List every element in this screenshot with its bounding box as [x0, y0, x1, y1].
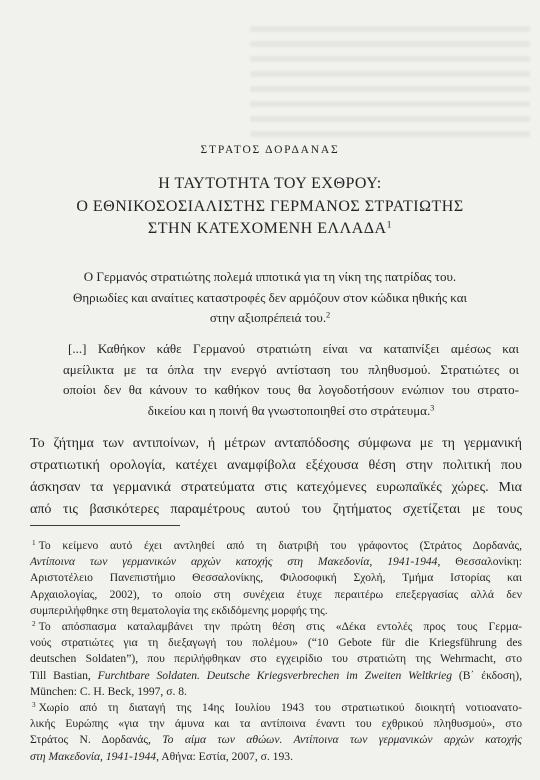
footnote-line — [30, 587, 522, 603]
footnote-line — [30, 635, 522, 651]
epigraph-line — [30, 308, 510, 329]
footnote-line — [30, 554, 522, 570]
footnote-text: συμπεριλήφθηκε στη θεματολογία της εκδιδόμενης μορφής της. — [30, 603, 328, 617]
footnote-line — [30, 538, 522, 554]
epigraph-text: δικείου και η ποινή θα γνωστοποιηθεί στο στράτευμα. — [147, 403, 431, 419]
book-title-segment: στη Μακεδονία, 1941-1944 — [30, 749, 157, 763]
footnote-text: Αρχαιολογίας, 2002), το οποίο στη συνέχεια έτυχε περαιτέρω επεξεργασίας αλλά δεν — [30, 587, 522, 601]
epigraph-note-ref: 3 — [430, 403, 435, 413]
footnote-marker: 3 — [32, 701, 36, 710]
footnote-text: deutschen Soldaten”), που περιλήφθηκαν στο εγχειρίδιο του στρατιώτη της Wehrmacht, στο — [30, 652, 522, 666]
footnote-line — [30, 668, 522, 684]
footnote-text: Το κείμενο αυτό έχει αντληθεί από τη διατριβή του γράφοντος (Στράτος Δορδανάς, — [38, 539, 522, 552]
footnote-marker: 2 — [32, 620, 36, 629]
footnote-text: Αριστοτέλειο Πανεπιστήμιο Θεσσαλονίκης, Φιλοσοφική Σχολή, Τμήμα Ιστορίας και — [30, 571, 522, 585]
epigraph-1 — [30, 267, 510, 329]
footnote-line — [30, 684, 522, 700]
body-line: στρατιωτική ορολογία, κατέχει αναμφίβολα εξέχουσα θέση στην πολιτική που — [30, 458, 522, 473]
body-line: άσκησαν τα γερμανικά στρατεύματα στις κατεχόμενες ευρωπαϊκές χώρες. Μια — [30, 480, 522, 495]
epigraph-line: Θηριωδίες και αναίτιες καταστροφές δεν αρμόζουν στον κώδικα ηθικής και — [72, 289, 468, 305]
footnote-text: , Αθήνα: Εστία, 2007, σ. 193. — [156, 749, 293, 763]
footnote-text: Till Bastian, — [30, 668, 98, 682]
footnote-line — [30, 651, 522, 667]
epigraph-line — [63, 401, 519, 422]
footnote-text: München: C. H. Beck, 1997, σ. 8. — [30, 684, 187, 698]
footnotes — [30, 538, 522, 765]
article-title-line: Η ΤΑΥΤΟΤΗΤΑ ΤΟΥ ΕΧΘΡΟΥ: — [158, 175, 382, 192]
body-text — [30, 433, 522, 521]
footnote-rule — [30, 525, 180, 526]
epigraph-text: στην αξιοπρέπειά του. — [209, 310, 327, 325]
footnote-line — [30, 619, 522, 635]
book-title-segment: Το αίμα των αθώων. Αντίποινα των γερμανικών αρχών κατοχής — [162, 733, 523, 747]
epigraph-2 — [63, 339, 519, 422]
footnote-line — [30, 570, 522, 586]
footnote-text: Το απόσπασμα καταλαμβάνει την πρώτη θέση στις «Δέκα εντολές προς τους Γερμα- — [38, 620, 522, 634]
epigraph-line: αμείλικτα με τα όπλα την ενεργό αντίσταση του πληθυσμού. Στρατιώτες οι — [63, 361, 519, 377]
footnote-line — [30, 716, 522, 732]
book-title-segment: Αντίποινα των γερμανικών αρχών κατοχής στη Μακεδονία, 1941-1944 — [30, 555, 438, 569]
footnote-text: (Β΄ έκδοση), — [452, 668, 522, 682]
footnote-line — [30, 603, 522, 619]
footnote-text: λικής Ευρώπης «για την άμυνα και τα αντίποινα έναντι του εχθρικού πληθυσμού», στο — [30, 717, 522, 731]
footnote-marker: 1 — [32, 539, 36, 548]
epigraph-line: οποίοι δεν θα κάνουν το καθήκον τους θα λογοδοτήσουν ενώπιον του στρατο- — [63, 382, 519, 398]
article-title-line — [0, 218, 540, 241]
footnote-line — [30, 732, 522, 748]
author-name: ΣΤΡΑΤΟΣ ΔΟΡΔΑΝΑΣ — [200, 144, 340, 156]
footnote-text: Στράτος Ν. Δορδανάς, — [30, 733, 163, 747]
article-title — [0, 173, 540, 241]
body-line: από τις βασικότερες παραμέτρους αυτού του ζητήματος σχετίζεται με τους — [30, 502, 522, 517]
article-title-text: ΣΤΗΝ ΚΑΤΕΧΟΜΕΝΗ ΕΛΛΑΔΑ — [147, 220, 387, 237]
body-line: Το ζήτημα των αντιποίνων, ή μέτρων ανταπόδοσης σύμφωνα με τη γερμανική — [30, 436, 522, 451]
book-title-segment: Furchtbare Soldaten. Deutsche Kriegsverbrechen im Zweiten Weltkrieg — [97, 668, 453, 682]
footnote-text: νούς στρατιώτες για τη διεξαγωγή του πολέμου» (“10 Gebote für die Kriegsführung des — [30, 636, 522, 650]
footnote-text: Χωρίο από τη διαταγή της 14ης Ιουλίου 1943 του στρατιωτικού διοικητή νοτιοανατο- — [38, 701, 522, 715]
footnote-line — [30, 749, 522, 765]
article-title-line: Ο ΕΘΝΙΚΟΣΟΣΙΑΛΙΣΤΗΣ ΓΕΡΜΑΝΟΣ ΣΤΡΑΤΙΩΤΗΣ — [76, 197, 464, 215]
bleed-through-shadow — [250, 26, 530, 138]
epigraph-line: [...] Καθήκον κάθε Γερμανού στρατιώτη είναι να καταπνίξει αμέσως και — [68, 341, 519, 356]
title-note-ref: 1 — [386, 219, 393, 231]
footnote-line — [30, 700, 522, 716]
epigraph-line: Ο Γερμανός στρατιώτης πολεμά ιπποτικά για τη νίκη της πατρίδας του. — [83, 269, 457, 284]
epigraph-note-ref: 2 — [326, 310, 331, 320]
footnote-text: , Θεσσαλονίκη: — [437, 555, 522, 569]
